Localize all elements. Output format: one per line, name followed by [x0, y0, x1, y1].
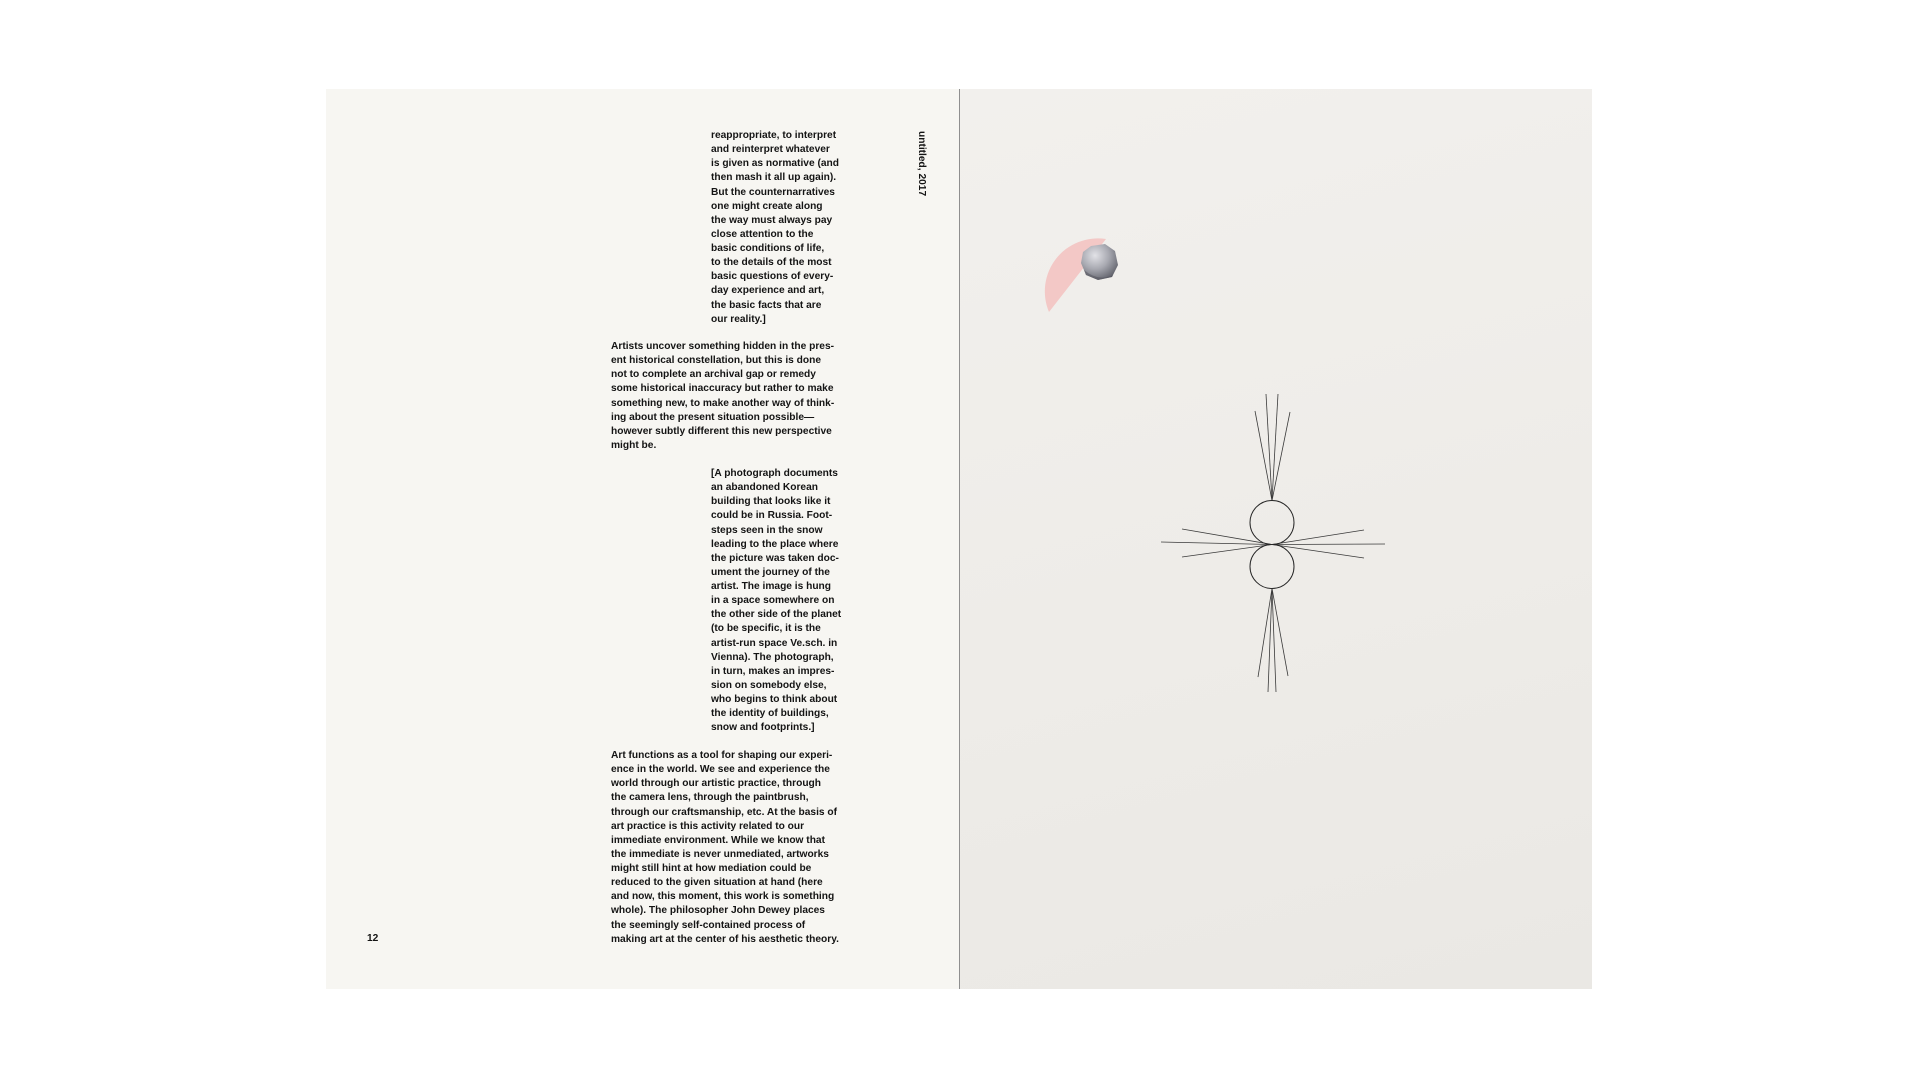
text-line: reappropriate, to interpret [711, 130, 837, 141]
ray [1161, 542, 1272, 545]
text-line: the seemingly self-contained process of [611, 919, 806, 931]
text-line: and now, this moment, this work is something [611, 891, 835, 903]
text-line: in turn, makes an impres- [711, 665, 835, 677]
bottom-circle [1250, 545, 1294, 589]
ray [1272, 545, 1364, 559]
text-line: might be. [611, 439, 657, 451]
text-line: something new, to make another way of think- [611, 397, 835, 409]
text-line: close attention to the [711, 228, 814, 240]
ray [1272, 589, 1276, 693]
text-line: the picture was taken doc- [711, 552, 839, 564]
top-circle [1250, 501, 1294, 545]
text-line: Vienna). The photograph, [711, 651, 834, 663]
text-line: one might create along [711, 200, 823, 212]
text-line: whole). The philosopher John Dewey places [611, 905, 825, 917]
text-line: Art functions as a tool for shaping our experi- [611, 750, 833, 761]
text-line: to the details of the most [711, 257, 832, 269]
text-line: is given as normative (and [711, 158, 839, 170]
text-line: [A photograph documents [711, 468, 838, 479]
text-line: steps seen in the snow [711, 524, 823, 536]
text-line: artist. The image is hung [711, 581, 832, 592]
ray [1272, 530, 1364, 545]
text-line: snow and footprints.] [711, 722, 815, 734]
text-line: ence in the world. We see and experience the [611, 764, 830, 776]
text-line: building that looks like it [711, 496, 831, 508]
text-line: But the counternarratives [711, 186, 835, 198]
text-line: and reinterpret whatever [711, 144, 830, 156]
text-line: making art at the center of his aesthetic theory. [611, 933, 839, 945]
text-line: ument the journey of the [711, 566, 830, 578]
text-line: basic questions of every- [711, 271, 834, 283]
text-line: day experience and art, [711, 285, 825, 297]
text-line: our reality.] [711, 313, 766, 325]
ray [1182, 529, 1272, 545]
body-paragraph [611, 340, 834, 453]
ray [1268, 589, 1272, 693]
text-line: basic conditions of life, [711, 243, 825, 254]
bracketed-note [711, 467, 841, 735]
text-line: the camera lens, through the paintbrush, [611, 792, 809, 804]
text-line: in a space somewhere on [711, 595, 835, 607]
text-line: the immediate is never unmediated, artworks [611, 848, 829, 860]
text-line: might still hint at how mediation could be [611, 863, 812, 874]
text-line: sion on somebody else, [711, 679, 827, 691]
artwork [960, 89, 1592, 989]
body-paragraph [611, 749, 839, 947]
text-line: artist-run space Ve.sch. in [711, 637, 838, 649]
text-line: through our craftsmanship, etc. At the basis of [611, 806, 838, 818]
ray [1182, 545, 1272, 558]
text-line: an abandoned Korean [711, 482, 818, 494]
text-line: leading to the place where [711, 538, 839, 550]
text-line: some historical inaccuracy but rather to make [611, 383, 834, 395]
text-line: however subtly different this new perspective [611, 425, 832, 437]
text-line: art practice is this activity related to our [611, 820, 805, 832]
artwork-caption: untitled, 2017 [916, 131, 927, 197]
ray [1272, 544, 1385, 545]
text-line: not to complete an archival gap or remedy [611, 369, 816, 381]
text-line: ing about the present situation possible— [611, 411, 815, 423]
ray [1272, 589, 1288, 677]
text-line: who begins to think about [711, 694, 838, 705]
text-line: the basic facts that are [711, 299, 822, 311]
text-line: (to be specific, it is the [711, 623, 821, 635]
text-line: reduced to the given situation at hand (here [611, 877, 823, 889]
text-line: the way must always pay [711, 214, 833, 226]
page-number: 12 [367, 933, 379, 944]
text-line: then mash it all up again). [711, 172, 837, 184]
text-line: world through our artistic practice, through [611, 778, 821, 790]
text-line: the other side of the planet [711, 609, 842, 621]
text-line: Artists uncover something hidden in the pres- [611, 341, 835, 352]
text-line: immediate environment. While we know that [611, 834, 825, 846]
text-line: ent historical constellation, but this is done [611, 355, 821, 367]
bracketed-note [711, 129, 839, 327]
text-line: could be in Russia. Foot- [711, 510, 833, 522]
text-line: the identity of buildings, [711, 708, 829, 720]
